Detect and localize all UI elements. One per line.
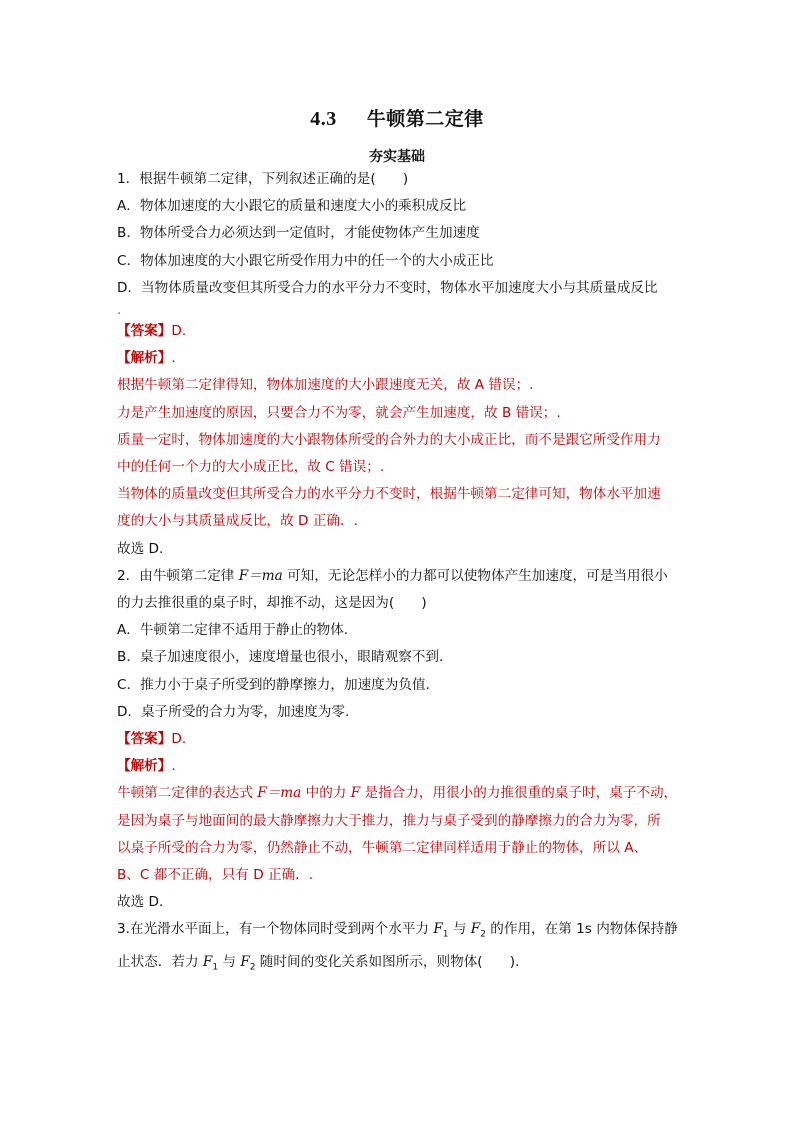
force-symbol: F [202, 954, 213, 971]
q1-analysis-line: 当物体的质量改变但其所受合力的水平分力不变时，根据牛顿第二定律可知，物体水平加速 [117, 486, 661, 503]
force-symbol: F [433, 921, 443, 938]
q2-analysis-pre: 牛顿第二定律的表达式 [117, 785, 258, 802]
q1-option-b: B．物体所受合力必须达到一定值时，才能使物体产生加速度 [117, 225, 480, 242]
q3-stem-post: 的作用，在第 1s 内物体保持静 [485, 921, 678, 938]
q1-option-d: D．当物体质量改变但其所受合力的水平分力不变时，物体水平加速度大小与其质量成反比 [117, 279, 658, 296]
q2-option-b: B．桌子加速度很小，速度增量也很小，眼睛观察不到. [117, 649, 444, 666]
q1-analysis-line: 力是产生加速度的原因，只要合力不为零，就会产生加速度，故 B 错误；. [117, 404, 561, 421]
q3-stem-pre: 3.在光滑水平面上，有一个物体同时受到两个水平力 [117, 921, 434, 938]
q3-and: 与 [448, 921, 471, 938]
q2-analysis-line [117, 780, 683, 807]
q2-choice: 故选 D. [117, 894, 164, 911]
q1-analysis-line: 度的大小与其质量成反比，故 D 正确．. [117, 513, 358, 530]
q2-stem-pre: 2．由牛顿第二定律 [117, 567, 239, 584]
q2-stem-post: 可知，无论怎样小的力都可以使物体产生加速度，可是当用很小 [282, 567, 668, 584]
force-symbol: F [240, 954, 250, 971]
answer-label: 【答案】 [117, 323, 172, 340]
q1-analysis-line: 中的任何一个力的大小成正比，故 C 错误；. [117, 459, 385, 476]
q1-analysis-line: 根据牛顿第二定律得知，物体加速度的大小跟速度无关，故 A 错误；. [117, 377, 534, 394]
q2-analysis-post: 是指合力，用很小的力推很重的桌子时，桌子不动， [360, 785, 678, 802]
q3-stem [117, 916, 683, 949]
q1-analysis-heading [117, 345, 683, 372]
analysis-tail: . [171, 350, 176, 367]
stray-mark: . [117, 302, 122, 319]
q3-and: 与 [218, 954, 241, 971]
q2-analysis-force: F [350, 785, 361, 802]
q1-analysis-line: 质量一定时，物体加速度的大小跟物体所受的合外力的大小成正比，而不是跟它所受作用力 [117, 431, 661, 448]
q2-option-d: D．桌子所受的合力为零，加速度为零. [117, 703, 350, 720]
answer-value: D. [171, 323, 187, 340]
section-heading: 夯实基础 [369, 149, 425, 165]
page-title [0, 104, 794, 131]
section-number: 4.3 [310, 108, 337, 130]
q2-option-c: C．推力小于桌子所受到的静摩擦力，加速度为负值. [117, 676, 430, 693]
q2-option-a: A．牛顿第二定律不适用于静止的物体. [117, 622, 349, 639]
q1-option-c: C．物体加速度的大小跟它所受作用力中的任一个的大小成正比 [117, 252, 494, 269]
q2-analysis-heading [117, 753, 683, 780]
q2-analysis-line: 是因为桌子与地面间的最大静摩擦力大于推力，推力与桌子受到的静摩擦力的合力为零，所 [117, 812, 661, 829]
subscript: 2 [480, 930, 486, 941]
q3-l2-pre: 止状态．若力 [117, 954, 203, 971]
q2-stem [117, 563, 683, 590]
content-body [117, 166, 683, 982]
q2-analysis-line: B、C 都不正确，只有 D 正确．. [117, 867, 314, 884]
q2-analysis-formula: F＝ma [257, 785, 302, 802]
q1-answer [117, 318, 683, 345]
q2-analysis-line: 以桌子所受的合力为零，仍然静止不动，牛顿第二定律同样适用于静止的物体，所以 A、 [117, 839, 648, 856]
q3-stem-line2 [117, 949, 683, 982]
subscript: 2 [249, 963, 256, 974]
analysis-label: 【解析】 [117, 350, 172, 367]
q2-answer [117, 726, 683, 753]
answer-value: D. [171, 731, 187, 748]
q1-option-a: A．物体加速度的大小跟它的质量和速度大小的乘积成反比 [117, 198, 467, 215]
title-text: 牛顿第二定律 [366, 108, 484, 130]
q2-formula: F＝ma [238, 567, 283, 584]
q2-stem-line2: 的力去推很重的桌子时，却推不动，这是因为( ) [117, 595, 427, 612]
analysis-tail: . [171, 758, 176, 775]
q2-analysis-mid: 中的力 [301, 785, 351, 802]
force-symbol: F [470, 921, 481, 938]
q1-choice: 故选 D. [117, 540, 164, 557]
subscript: 1 [212, 963, 219, 974]
subscript: 1 [442, 930, 449, 941]
answer-label: 【答案】 [117, 731, 172, 748]
analysis-label: 【解析】 [117, 758, 172, 775]
q3-l2-post: 随时间的变化关系如图所示，则物体( ). [255, 954, 520, 971]
q1-stem: 1．根据牛顿第二定律，下列叙述正确的是( ) [117, 171, 409, 187]
